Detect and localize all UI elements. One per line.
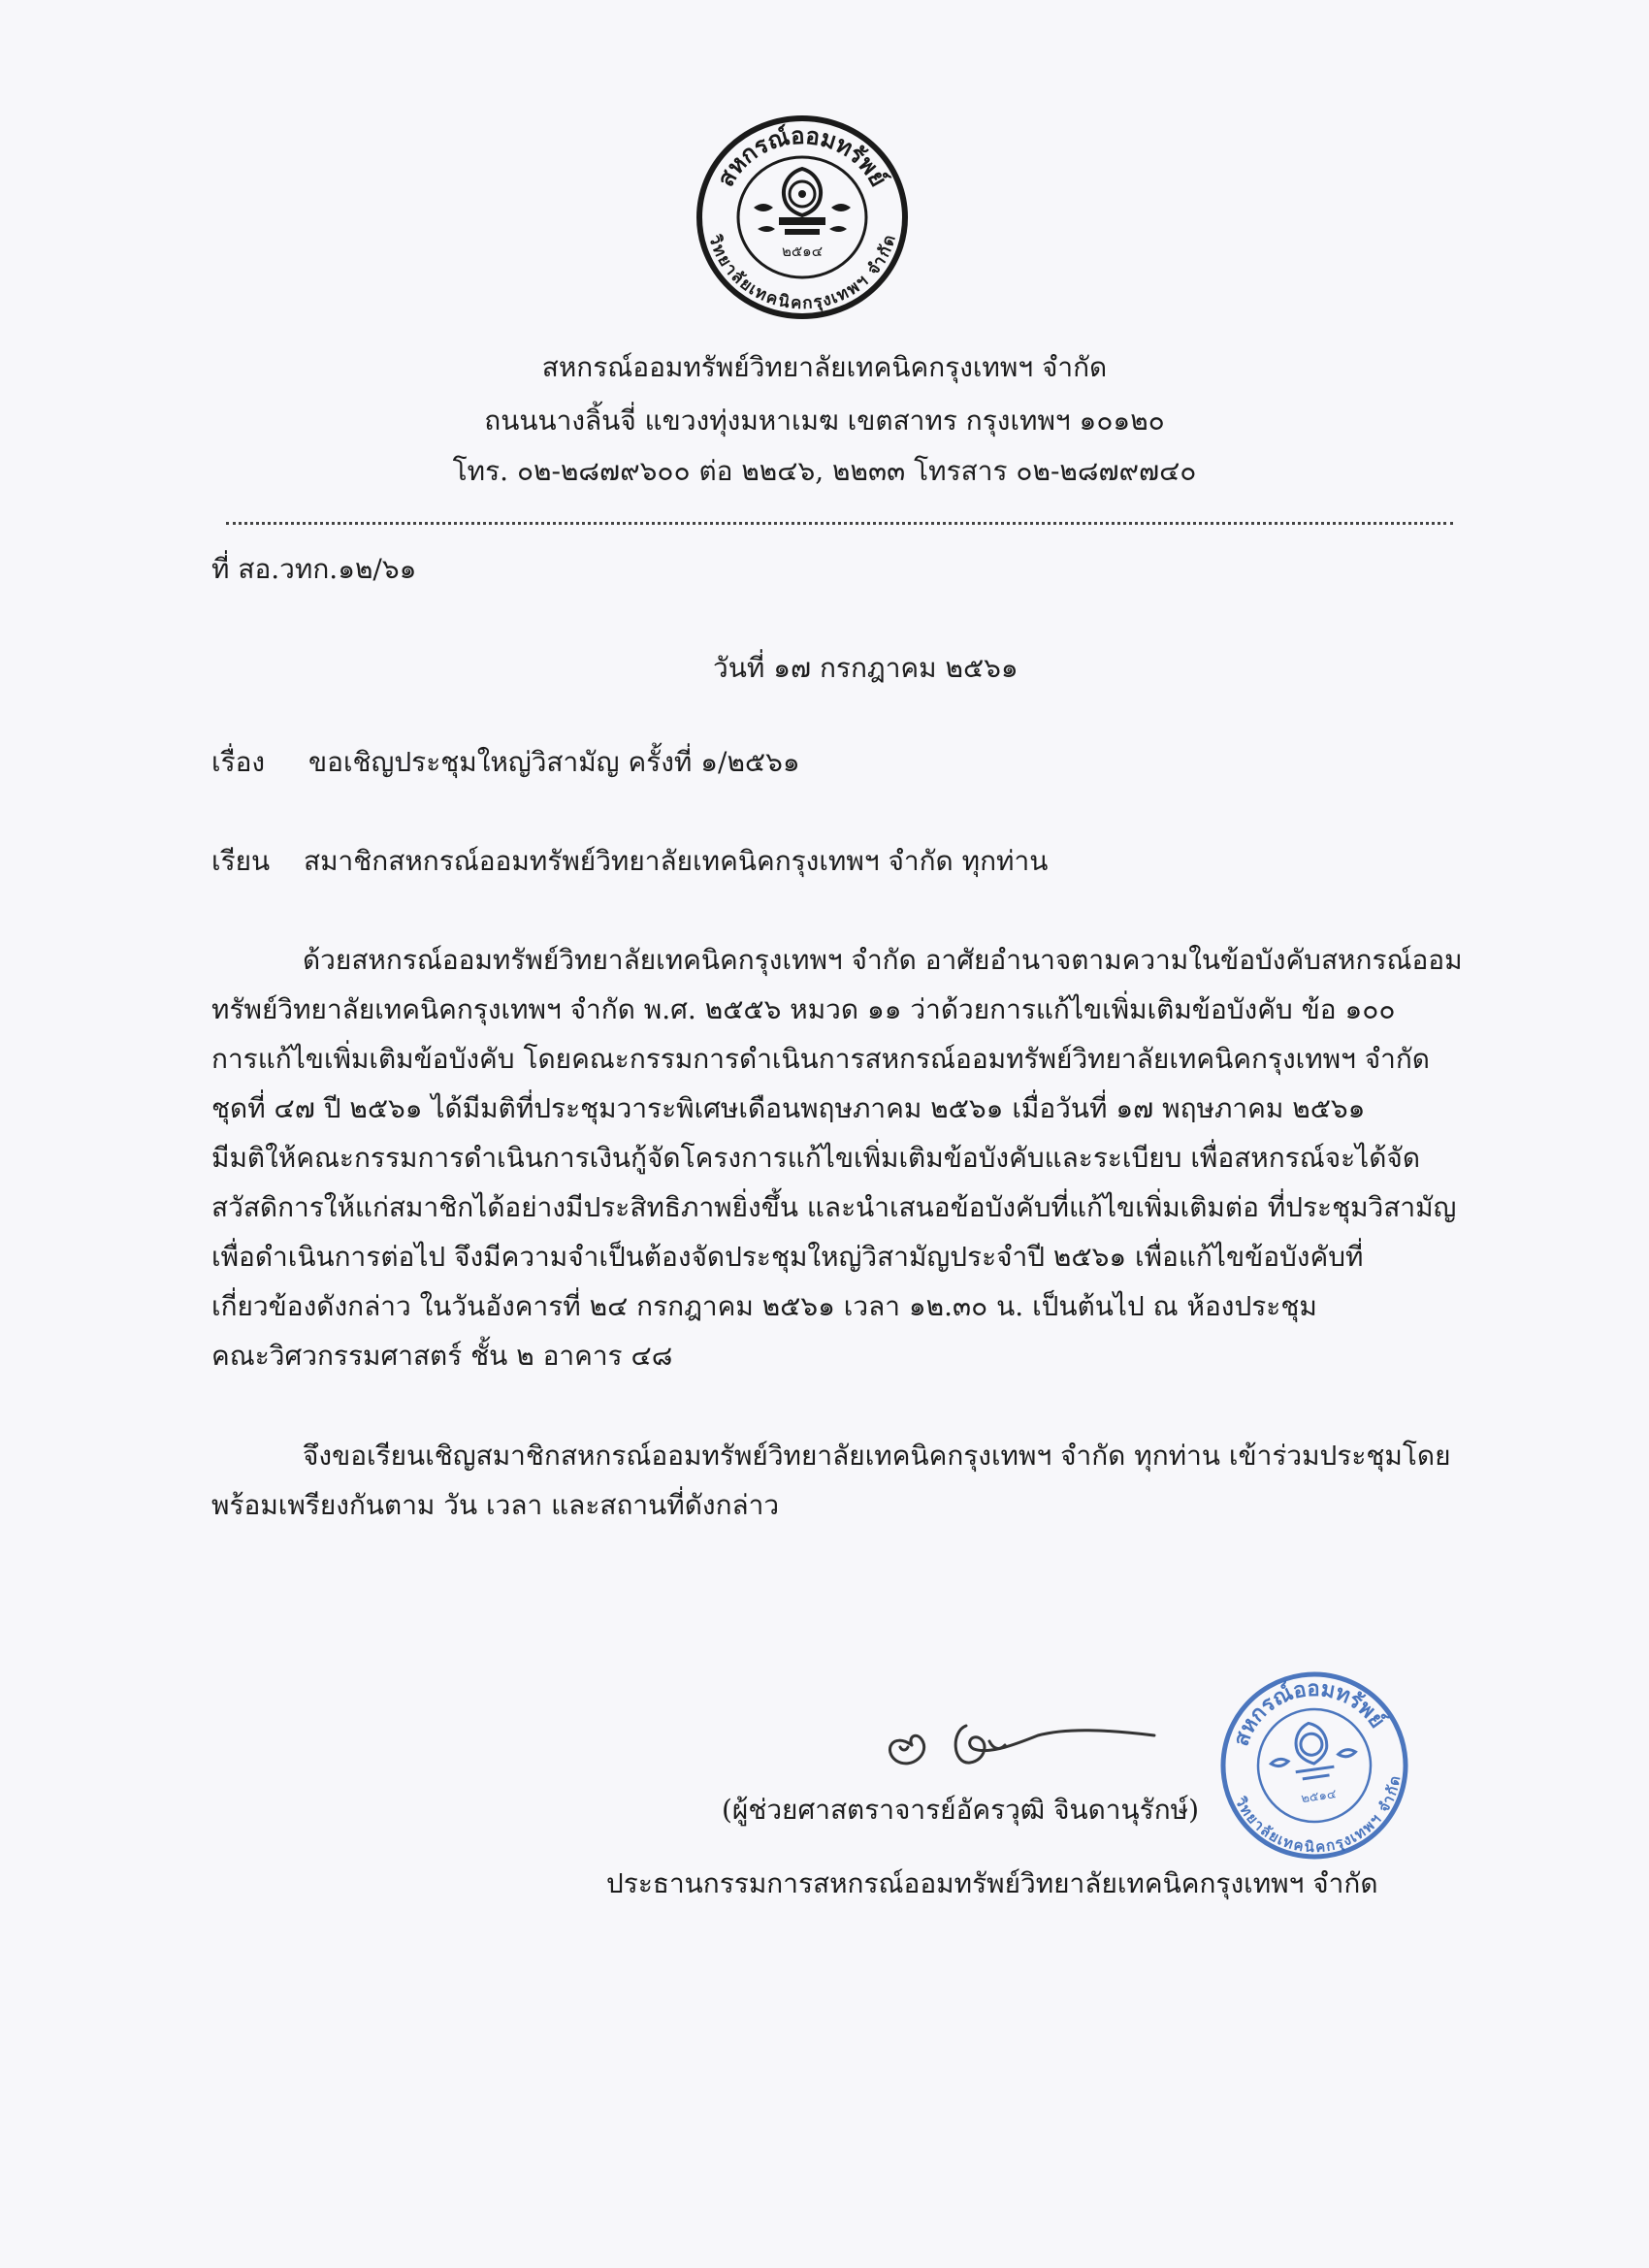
dotted-divider [226, 522, 1453, 525]
body-line: คณะวิศวกรรมศาสตร์ ชั้น ๒ อาคาร ๔๘ [211, 1340, 673, 1372]
closing-line: จึงขอเรียนเชิญสมาชิกสหกรณ์ออมทรัพย์วิทยาลัยเทคนิคกรุงเทพฯ จำกัด ทุกท่าน เข้าร่วมประชุมโดย [303, 1440, 1451, 1472]
handwritten-signature [873, 1702, 1164, 1780]
body-line: เพื่อดำเนินการต่อไป จึงมีความจำเป็นต้องจัดประชุมใหญ่วิสามัญประจำปี ๒๕๖๑ เพื่อแก้ไขข้อบังคับที่ [211, 1241, 1364, 1273]
body-line: มีมติให้คณะกรรมการดำเนินการเงินกู้จัดโครงการแก้ไขเพิ่มเติมข้อบังคับและระเบียบ เพื่อสหกรณ์จะได้จัด [211, 1142, 1420, 1174]
body-line: ด้วยสหกรณ์ออมทรัพย์วิทยาลัยเทคนิคกรุงเทพฯ จำกัด อาศัยอำนาจตามความในข้อบังคับสหกรณ์ออม [303, 944, 1463, 976]
letterhead-org: สหกรณ์ออมทรัพย์วิทยาลัยเทคนิคกรุงเทพฯ จำกัด [541, 351, 1108, 383]
letterhead-address: ถนนนางลิ้นจี่ แขวงทุ่งมหาเมฆ เขตสาทร กรุงเทพฯ ๑๐๑๒๐ [484, 405, 1165, 437]
stamp-bottom-text: วิทยาลัยเทคนิคกรุงเทพฯ จำกัด [1231, 1774, 1405, 1857]
closing-line: พร้อมเพรียงกันตาม วัน เวลา และสถานที่ดังกล่าว [211, 1489, 780, 1521]
letter-date: วันที่ ๑๗ กรกฎาคม ๒๕๖๑ [713, 652, 1018, 684]
body-line: เกี่ยวข้องดังกล่าว ในวันอังคารที่ ๒๔ กรกฎาคม ๒๕๖๑ เวลา ๑๒.๓๐ น. เป็นต้นไป ณ ห้องประชุม [211, 1290, 1317, 1322]
seal-year: ๒๕๑๔ [781, 243, 824, 260]
stamp-year: ๒๕๑๔ [1300, 1787, 1338, 1807]
signer-name: (ผู้ช่วยศาสตราจารย์อัครวุฒิ จินดานุรักษ์) [722, 1794, 1200, 1826]
svg-text:วิทยาลัยเทคนิคกรุงเทพฯ จำกัด [1231, 1771, 1411, 1863]
signer-position: ประธานกรรมการสหกรณ์ออมทรัพย์วิทยาลัยเทคนิคกรุงเทพฯ จำกัด [606, 1867, 1378, 1899]
letterhead-phone: โทร. ๐๒-๒๘๗๙๖๐๐ ต่อ ๒๒๔๖, ๒๒๓๓ โทรสาร ๐๒-๒๘๗๙๗๔๐ [452, 455, 1197, 487]
seal-top-text: สหกรณ์ออมทรัพย์ [711, 121, 893, 192]
rubber-stamp-icon [1217, 1669, 1411, 1863]
seal-bottom-text: วิทยาลัยเทคนิคกรุงเทพฯ จำกัด [704, 232, 900, 314]
cooperative-seal-icon [695, 114, 909, 320]
body-line: สวัสดิการให้แก่สมาชิกได้อย่างมีประสิทธิภาพยิ่งขึ้น และนำเสนอข้อบังคับที่แก้ไขเพิ่มเติมต่อ ที่ประชุมวิสามัญ [211, 1191, 1457, 1223]
body-line: การแก้ไขเพิ่มเติมข้อบังคับ โดยคณะกรรมการดำเนินการสหกรณ์ออมทรัพย์วิทยาลัยเทคนิคกรุงเทพฯ จำกัด [211, 1043, 1430, 1075]
body-line: ทรัพย์วิทยาลัยเทคนิคกรุงเทพฯ จำกัด พ.ศ. ๒๕๕๖ หมวด ๑๑ ว่าด้วยการแก้ไขเพิ่มเติมข้อบังคับ ข้อ ๑๐๐ [211, 993, 1396, 1025]
reference-number: ที่ สอ.วทก.๑๒/๖๑ [211, 553, 417, 585]
to-label: เรียน [211, 845, 271, 877]
subject-text: ขอเชิญประชุมใหญ่วิสามัญ ครั้งที่ ๑/๒๕๖๑ [308, 746, 800, 778]
stamp-top-text: สหกรณ์ออมทรัพย์ [1229, 1676, 1390, 1750]
body-line: ชุดที่ ๔๗ ปี ๒๕๖๑ ได้มีมติที่ประชุมวาระพิเศษเดือนพฤษภาคม ๒๕๖๑ เมื่อวันที่ ๑๗ พฤษภาคม ๒๕๖๑ [211, 1092, 1366, 1124]
seal-emblem [754, 169, 851, 235]
subject-label: เรื่อง [211, 746, 266, 778]
to-text: สมาชิกสหกรณ์ออมทรัพย์วิทยาลัยเทคนิคกรุงเทพฯ จำกัด ทุกท่าน [304, 845, 1049, 877]
